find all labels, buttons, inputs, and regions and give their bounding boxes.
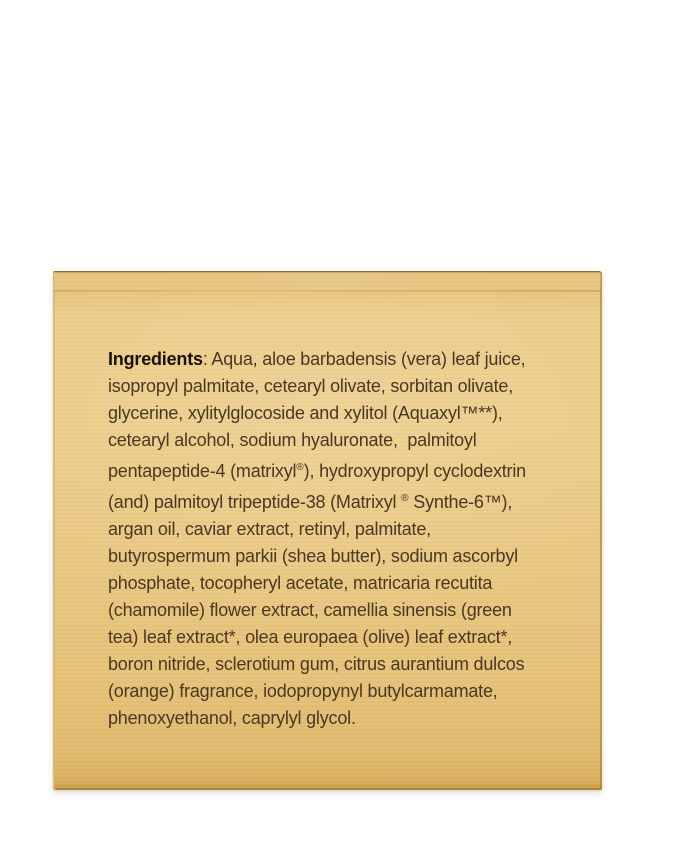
ingredient-text-segment: boron nitride, sclerotium gum, citrus aurantium dulcos — [108, 654, 525, 674]
ingredient-line — [108, 427, 588, 454]
ingredient-text-segment: (orange) fragrance, iodopropynyl butylcarmamate, — [108, 681, 498, 701]
ingredient-text-segment: tea) leaf extract*, olea europaea (olive) leaf extract*, — [108, 627, 513, 647]
ingredient-text-segment: argan oil, caviar extract, retinyl, palmitate, — [108, 519, 431, 539]
ingredient-text-segment: ® — [401, 493, 409, 504]
ingredient-line — [108, 597, 588, 624]
ingredient-text-segment: phosphate, tocopheryl acetate, matricaria recutita — [108, 573, 493, 593]
gold-box-panel — [53, 271, 602, 790]
ingredient-line — [108, 485, 588, 516]
ingredient-line — [108, 346, 588, 373]
ingredient-line — [108, 570, 588, 597]
ingredient-line — [108, 678, 588, 705]
ingredients-heading: Ingredients — [108, 349, 203, 369]
ingredient-line — [108, 454, 588, 485]
ingredient-text-segment: isopropyl palmitate, cetearyl olivate, sorbitan olivate, — [108, 376, 514, 396]
ingredient-text-segment: (and) palmitoyl tripeptide-38 (Matrixyl — [108, 492, 402, 512]
ingredient-line — [108, 373, 588, 400]
ingredient-line — [108, 543, 588, 570]
ingredient-text-segment: (chamomile) flower extract, camellia sinensis (green — [108, 600, 512, 620]
ingredient-text-segment: cetearyl alcohol, sodium hyaluronate, palmitoyl — [108, 430, 477, 450]
ingredient-text-segment: glycerine, xylitylglocoside and xylitol (Aquaxyl™**), — [108, 403, 503, 423]
ingredient-line — [108, 705, 588, 732]
ingredient-line — [108, 400, 588, 427]
ingredient-text-segment: butyrospermum parkii (shea butter), sodium ascorbyl — [108, 546, 518, 566]
ingredient-text-segment: ® — [296, 462, 304, 473]
ingredient-text-segment: Synthe-6™), — [408, 492, 513, 512]
ingredient-line — [108, 516, 588, 543]
ingredient-line — [108, 651, 588, 678]
ingredient-text-segment: ), hydroxypropyl cyclodextrin — [303, 461, 526, 481]
ingredient-line — [108, 624, 588, 651]
ingredients-text — [108, 346, 588, 732]
ingredient-text-segment: phenoxyethanol, caprylyl glycol. — [108, 708, 356, 728]
ingredient-text-segment: pentapeptide-4 (matrixyl — [108, 461, 297, 481]
ingredient-text-segment: : Aqua, aloe barbadensis (vera) leaf juice, — [202, 349, 526, 369]
